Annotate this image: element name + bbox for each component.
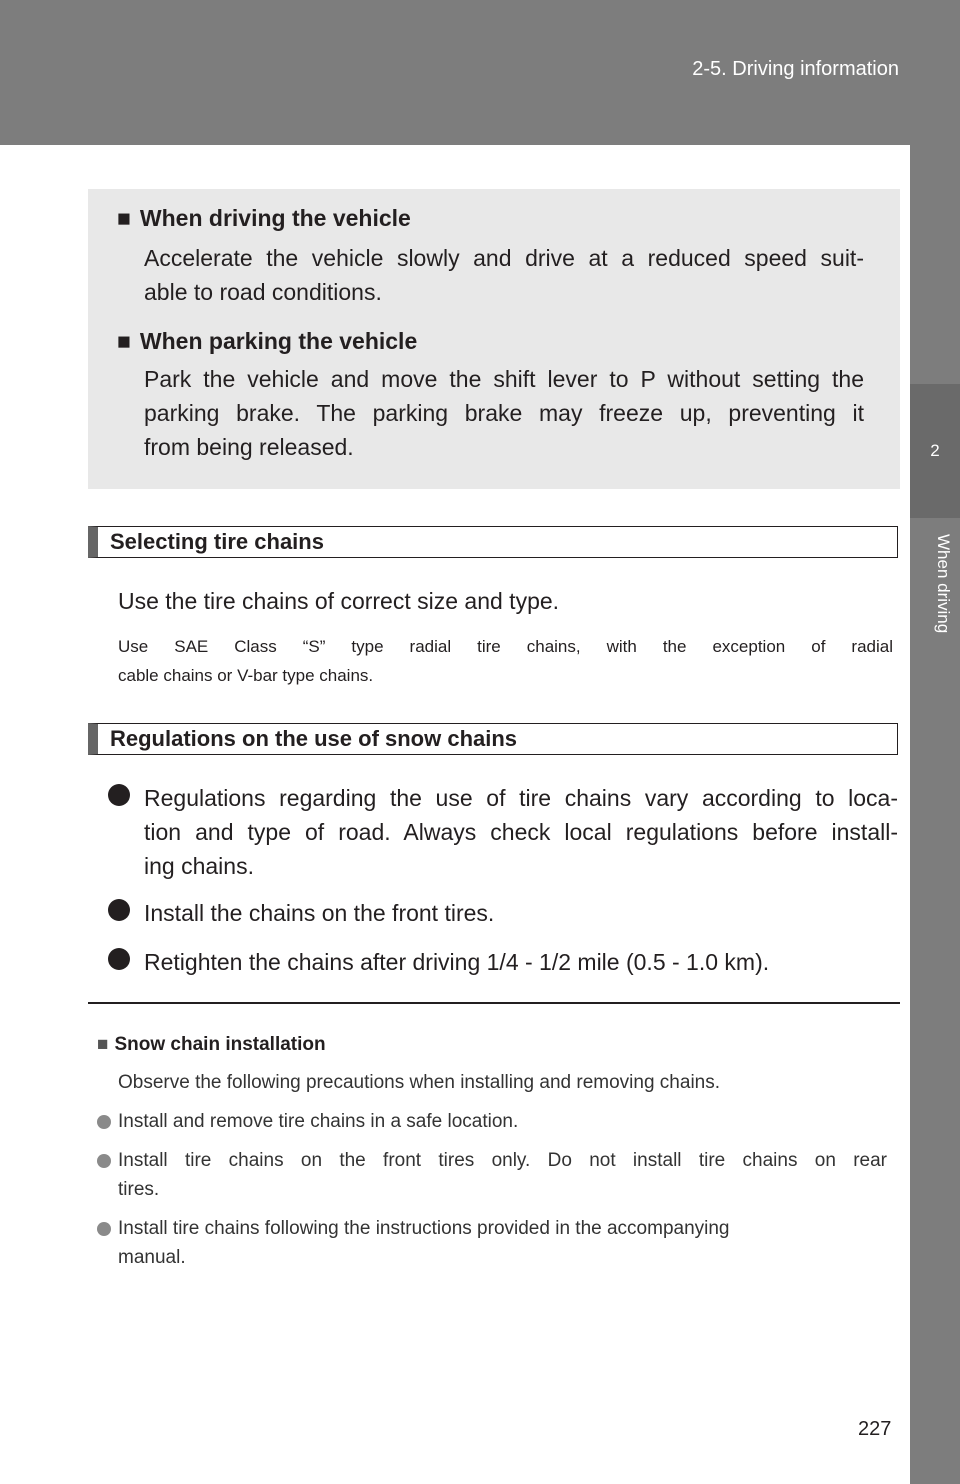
text-line: from being released. (144, 434, 354, 460)
square-bullet-icon: ■ (117, 205, 131, 231)
round-bullet-icon (97, 1154, 111, 1168)
square-bullet-icon: ■ (97, 1034, 109, 1055)
text-line: Retighten the chains after driving 1/4 - 1/2 mile (0.5 - 1.0 km). (144, 949, 770, 975)
round-bullet-icon (108, 948, 130, 970)
chapter-number-tab (910, 384, 960, 518)
section-breadcrumb: 2-5. Driving information (692, 58, 899, 80)
info-box-heading: ■ When driving the vehicle (117, 205, 411, 231)
chapter-number: 2 (930, 441, 940, 460)
text-line: manual. (118, 1247, 186, 1268)
text-line: Install and remove tire chains in a safe location. (118, 1111, 519, 1132)
body-text: Use the tire chains of correct size and type. (118, 588, 560, 614)
text-line: Install tire chains following the instructions provided in the accompanying (118, 1218, 730, 1239)
page-number: 227 (858, 1418, 892, 1440)
text-line: cable chains or V-bar type chains. (118, 666, 374, 685)
round-bullet-icon (108, 899, 130, 921)
section-heading: Selecting tire chains (88, 526, 898, 558)
text-line: Accelerate the vehicle slowly and drive at a reduced speed suit- (144, 245, 864, 271)
page-header (0, 0, 960, 145)
round-bullet-icon (97, 1222, 111, 1236)
section-heading: Regulations on the use of snow chains (88, 723, 898, 755)
note-intro: Observe the following precautions when installing and removing chains. (118, 1072, 721, 1093)
side-tab-bottom (910, 518, 960, 1484)
text-line: parking brake. The parking brake may freeze up, preventing it (144, 400, 864, 426)
square-bullet-icon: ■ (117, 328, 131, 354)
text-line: Park the vehicle and move the shift lever to P without setting the (144, 366, 864, 392)
fine-print (118, 632, 893, 690)
text-line: ing chains. (144, 853, 254, 879)
chapter-label: When driving (934, 534, 953, 634)
text-line: able to road conditions. (144, 279, 382, 305)
info-box-paragraph (144, 241, 864, 309)
text-line: Install tire chains on the front tires only. Do not install tire chains on rear (118, 1150, 887, 1171)
text-line: Use SAE Class “S” type radial tire chains, with the exception of radial (118, 637, 893, 656)
text-line: Regulations regarding the use of tire chains vary according to loca- (144, 785, 898, 811)
text-line: tires. (118, 1179, 160, 1200)
note-heading: ■ Snow chain installation (97, 1034, 326, 1055)
round-bullet-icon (97, 1115, 111, 1129)
info-box-paragraph (144, 362, 864, 464)
info-box-heading: ■ When parking the vehicle (117, 328, 418, 354)
text-line: Install the chains on the front tires. (144, 900, 495, 926)
divider (88, 1002, 900, 1004)
side-tab-top (910, 145, 960, 384)
round-bullet-icon (108, 784, 130, 806)
text-line: tion and type of road. Always check local regulations before install- (144, 819, 898, 845)
